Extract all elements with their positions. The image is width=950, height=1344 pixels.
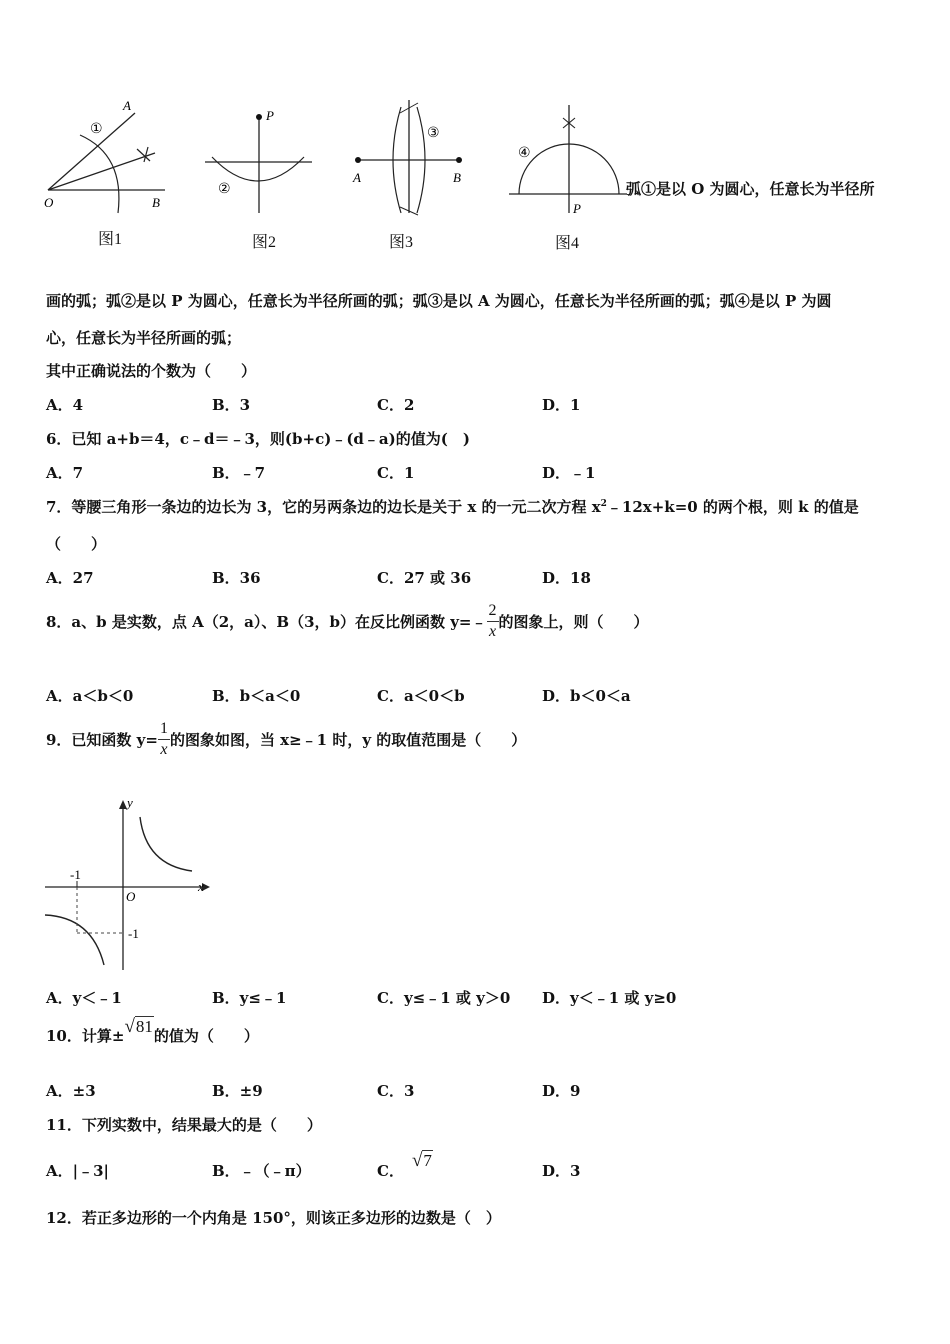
q7-option-b: B．36 bbox=[212, 569, 261, 587]
q5-line2: 画的弧；弧②是以 P 为圆心，任意长为半径所画的弧；弧③是以 A 为圆心，任意长为半径所画的弧；弧④是以 P 为圆 bbox=[46, 292, 832, 310]
q10-sqrt: √81 bbox=[124, 1016, 153, 1037]
q11-option-b: B．﹣（﹣π） bbox=[212, 1162, 311, 1180]
q6-option-d: D．﹣1 bbox=[542, 464, 596, 482]
figure-1-caption: 图1 bbox=[98, 231, 123, 248]
q11-option-c bbox=[377, 1150, 433, 1182]
figure-1 bbox=[40, 95, 175, 220]
fig3-arc-label: ③ bbox=[427, 125, 440, 141]
q9-fraction-denominator: x bbox=[160, 741, 168, 758]
q9-label-neg1-y: -1 bbox=[128, 926, 139, 941]
figure-1-drawing bbox=[40, 95, 175, 220]
q7-exponent: 2 bbox=[600, 499, 607, 509]
q11-option-c-sqrt: √7 bbox=[411, 1150, 432, 1171]
q7-stem-line2: （ ） bbox=[46, 535, 107, 553]
q5-text-after-figures: 弧①是以 O 为圆心，任意长为半径所 bbox=[626, 180, 875, 198]
q7-option-c: C．27 或 36 bbox=[377, 569, 472, 587]
q10-stem bbox=[46, 1016, 259, 1047]
q10-option-b: B．±9 bbox=[212, 1082, 263, 1100]
q5-option-b: B．3 bbox=[212, 396, 251, 414]
q10-option-d: D．9 bbox=[542, 1082, 581, 1100]
q10-radicand: 81 bbox=[135, 1017, 153, 1036]
fig1-label-a: A bbox=[123, 98, 131, 113]
q8-fraction-numerator: 2 bbox=[488, 602, 497, 619]
q8-stem-part1: 8．a、b 是实数，点 A（2，a）、B（3，b）在反比例函数 y=﹣ bbox=[46, 613, 487, 631]
fig2-label-p: P bbox=[266, 108, 274, 123]
q9-label-o: O bbox=[126, 889, 136, 904]
q5-line3: 心，任意长为半径所画的弧； bbox=[46, 329, 242, 347]
q9-stem bbox=[46, 720, 526, 759]
q9-label-x: x bbox=[198, 879, 204, 894]
figure-2 bbox=[200, 95, 315, 220]
q5-line4: 其中正确说法的个数为（ ） bbox=[46, 362, 257, 380]
q11-option-c-radicand: 7 bbox=[423, 1151, 432, 1170]
fig4-label-p: P bbox=[573, 201, 581, 216]
figure-2-drawing bbox=[200, 95, 315, 220]
q11-option-a: A．|﹣3| bbox=[46, 1162, 109, 1180]
q8-fraction bbox=[487, 602, 499, 641]
q8-option-a: A．a＜b＜0 bbox=[46, 687, 134, 705]
q6-option-b: B．﹣7 bbox=[212, 464, 266, 482]
figure-3-caption: 图3 bbox=[389, 234, 414, 251]
q9-option-b: B．y≤﹣1 bbox=[212, 989, 287, 1007]
q6-option-a: A．7 bbox=[46, 464, 84, 482]
q10-option-c: C．3 bbox=[377, 1082, 415, 1100]
figure-4-drawing bbox=[505, 95, 630, 220]
q9-fraction-numerator: 1 bbox=[159, 720, 168, 737]
q5-option-d: D．1 bbox=[542, 396, 581, 414]
q11-option-d: D．3 bbox=[542, 1162, 581, 1180]
q11-option-c-label: C． bbox=[377, 1162, 404, 1180]
q7-stem-part1: 7．等腰三角形一条边的边长为 3，它的另两条边的边长是关于 x 的一元二次方程 x bbox=[46, 498, 601, 516]
q9-option-d: D．y＜﹣1 或 y≥0 bbox=[542, 989, 677, 1007]
q9-option-a: A．y＜﹣1 bbox=[46, 989, 122, 1007]
q8-fraction-denominator: x bbox=[488, 623, 497, 640]
q10-option-a: A．±3 bbox=[46, 1082, 96, 1100]
q8-option-c: C．a＜0＜b bbox=[377, 687, 465, 705]
q6-option-c: C．1 bbox=[377, 464, 415, 482]
q10-stem-part1: 10．计算± bbox=[46, 1027, 125, 1045]
q12-stem: 12．若正多边形的一个内角是 150°，则该正多边形的边数是（ ） bbox=[46, 1209, 501, 1227]
fig1-arc-label: ① bbox=[90, 121, 103, 137]
q7-stem bbox=[46, 496, 859, 517]
q8-option-d: D．b＜0＜a bbox=[542, 687, 631, 705]
fig1-label-b: B bbox=[152, 195, 160, 210]
q9-option-c: C．y≤﹣1 或 y＞0 bbox=[377, 989, 511, 1007]
q9-label-neg1-x: -1 bbox=[70, 867, 81, 882]
q7-stem-part2: ﹣12x+k=0 的两个根，则 k 的值是 bbox=[606, 498, 859, 516]
q8-stem-part2: 的图象上，则（ ） bbox=[498, 613, 649, 631]
figure-2-caption: 图2 bbox=[252, 234, 277, 251]
q6-stem: 6．已知 a+b＝4，c﹣d＝﹣3，则(b+c)﹣(d﹣a)的值为( ) bbox=[46, 430, 470, 448]
q9-stem-part2: 的图象如图，当 x≥﹣1 时，y 的取值范围是（ ） bbox=[169, 731, 527, 749]
q9-fraction bbox=[158, 720, 170, 759]
q9-graph-drawing bbox=[42, 795, 212, 975]
figure-3 bbox=[345, 95, 470, 220]
q8-stem bbox=[46, 602, 649, 641]
figure-3-drawing bbox=[345, 95, 470, 220]
q5-option-a: A．4 bbox=[46, 396, 84, 414]
q7-option-d: D．18 bbox=[542, 569, 591, 587]
q11-stem: 11．下列实数中，结果最大的是（ ） bbox=[46, 1116, 322, 1134]
q8-option-b: B．b＜a＜0 bbox=[212, 687, 301, 705]
fig3-label-b: B bbox=[453, 170, 461, 185]
fig2-arc-label: ② bbox=[218, 181, 231, 197]
figure-4-caption: 图4 bbox=[555, 235, 580, 252]
q7-option-a: A．27 bbox=[46, 569, 94, 587]
q9-stem-part1: 9．已知函数 y= bbox=[46, 731, 158, 749]
q9-label-y: y bbox=[127, 795, 133, 810]
fig3-label-a: A bbox=[353, 170, 361, 185]
q5-option-c: C．2 bbox=[377, 396, 415, 414]
q10-stem-part2: 的值为（ ） bbox=[153, 1027, 259, 1045]
fig1-label-o: O bbox=[44, 195, 54, 210]
q9-graph bbox=[42, 795, 212, 975]
figure-4 bbox=[505, 95, 630, 220]
fig4-arc-label: ④ bbox=[518, 145, 531, 161]
